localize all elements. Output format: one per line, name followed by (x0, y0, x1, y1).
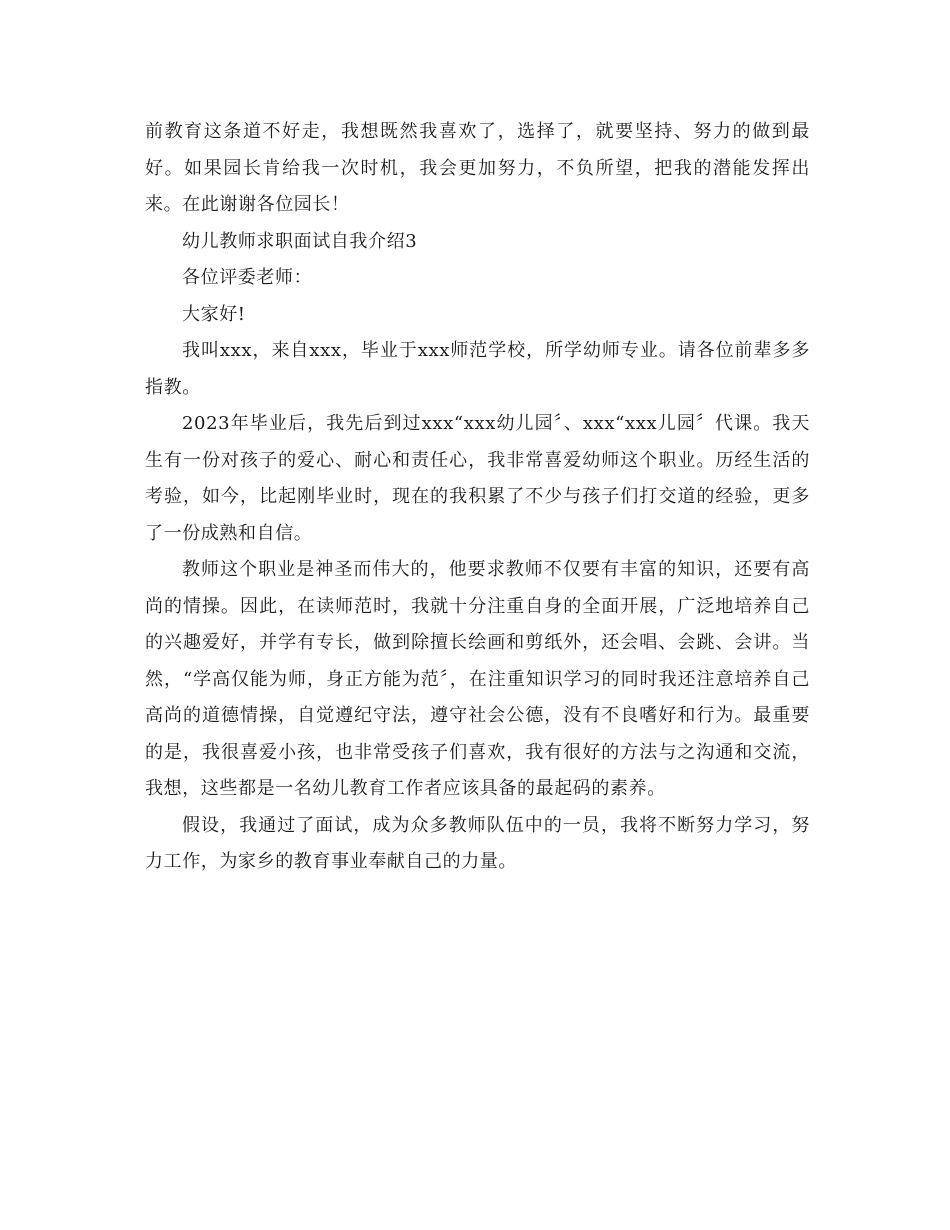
paragraph-intro: 我叫xxx，来自xxx，毕业于xxx师范学校，所学幼师专业。请各位前辈多多指教。 (145, 340, 810, 398)
paragraph-experience: 2023年毕业后，我先后到过xxx“xxx幼儿园〞、xxx“xxx儿园〞代课。我天生有一份对孩子的爱心、耐心和责任心，我非常喜爱幼师这个职业。历经生活的考验，如今，比起刚毕业时，现在的我积累了不少与孩子们打交道的经验，更多了一份成熟和自信。 (145, 413, 810, 544)
section-title: 幼儿教师求职面试自我介绍3 (182, 230, 418, 252)
paragraph-closing: 假设，我通过了面试，成为众多教师队伍中的一员，我将不断努力学习，努力工作，为家乡的教育事业奉献自己的力量。 (145, 814, 810, 872)
document-body (145, 114, 810, 881)
paragraph-profession: 教师这个职业是神圣而伟大的，他要求教师不仅要有丰富的知识，还要有高尚的情操。因此，在读师范时，我就十分注重自身的全面开展，广泛地培养自己的兴趣爱好，并学有专长，做到除擅长绘画和剪纸外，还会唱、会跳、会讲。当然，“学高仅能为师，身正方能为范〞，在注重知识学习的同时我还注意培养自己高尚的道德情操，自觉遵纪守法，遵守社会公德，没有不良嗜好和行为。最重要的是，我很喜爱小孩，也非常受孩子们喜欢，我有很好的方法与之沟通和交流，我想，这些都是一名幼儿教育工作者应该具备的最起码的素养。 (145, 559, 810, 799)
salutation: 各位评委老师： (182, 267, 313, 288)
greeting: 大家好! (182, 303, 246, 325)
paragraph-continuation: 前教育这条道不好走，我想既然我喜欢了，选择了，就要坚持、努力的做到最好。如果园长肯给我一次时机，我会更加努力，不负所望，把我的潜能发挥出来。在此谢谢各位园长！ (145, 121, 810, 215)
